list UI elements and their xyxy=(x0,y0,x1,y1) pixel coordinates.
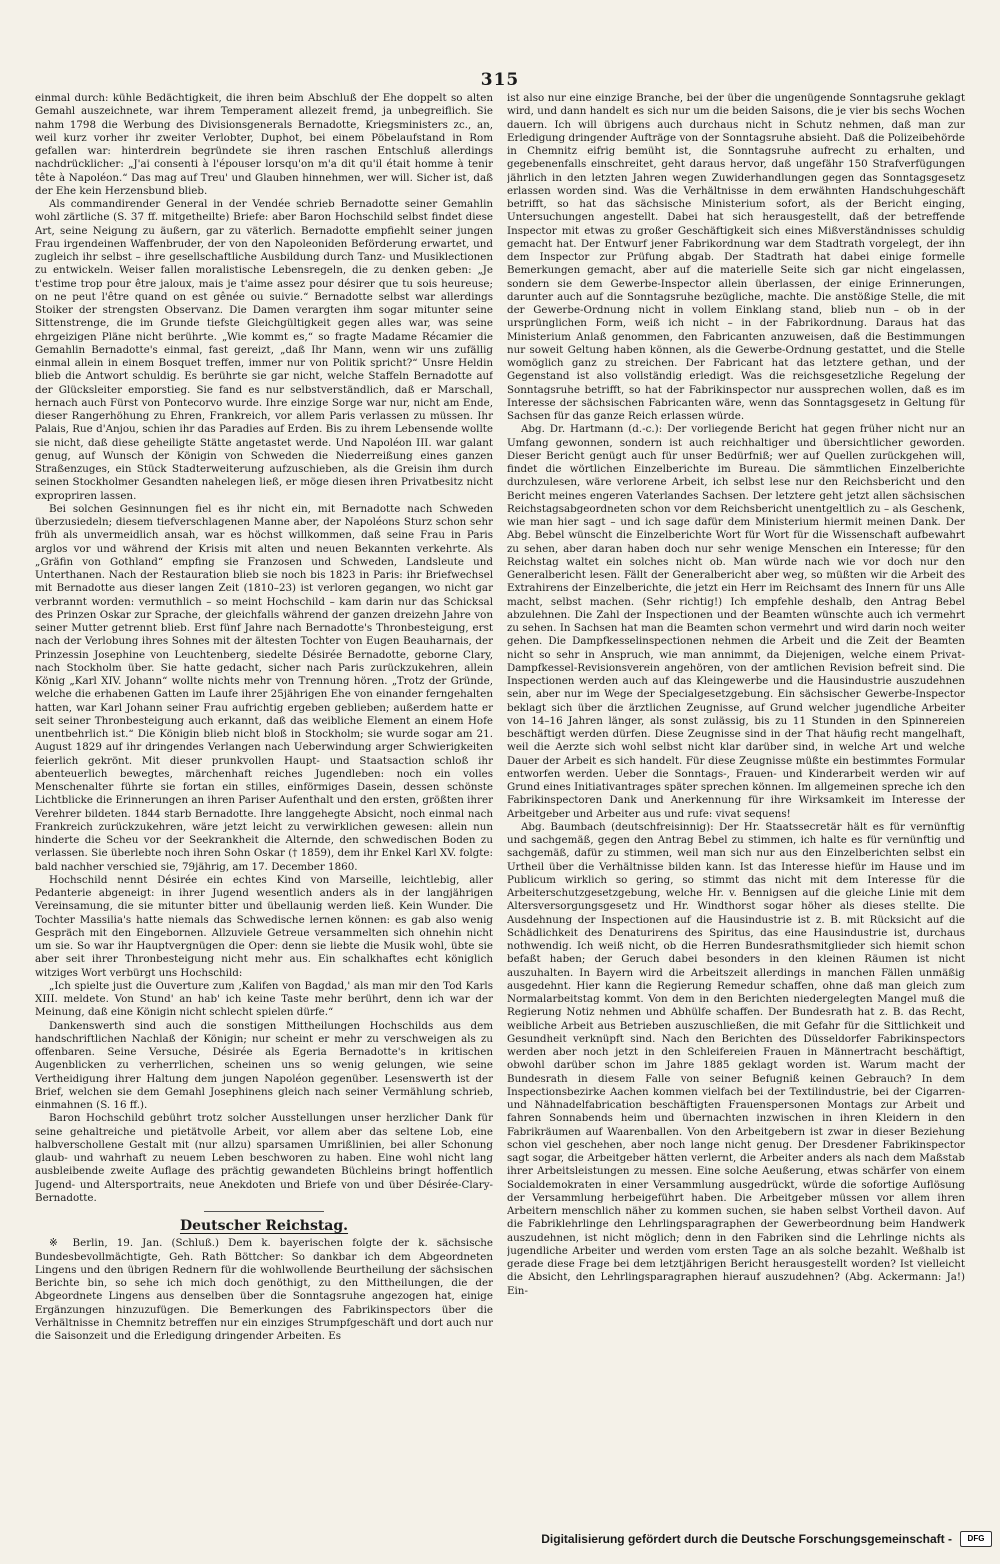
left-paragraph-6: Dankenswerth sind auch die sonstigen Mittheilungen Hochschilds aus dem handschriftlichen Nachlaß der Königin; nur scheint er mehr zu verschweigen als zu offenbaren. Seine Versuche, Désirée als Egeria Bernadotte's in kritischen Augenblicken zu verherrlichen, scheinen uns so wenig gelungen, wie seine Vertheidigung ihrer Haltung dem jungen Napoléon gegenüber. Lesenswerth ist der Brief, welchen sie dem Gemahl Josephinens gleich nach seiner Vermählung schrieb, einmahnen (S. 16 ff.). xyxy=(35,1019,493,1111)
section-paragraph: ※ Berlin, 19. Jan. (Schluß.) Dem k. bayerischen folgte der k. sächsische Bundesbevollmächtigte, Geh. Rath Böttcher: So dankbar ich dem Abgeordneten Lingens und den übrigen Rednern für die wohlwollende Beurtheilung der sächsischen Berichte bin, so sehe ich mich doch genöthigt, zu den Mittheilungen, die der Abgeordnete Lingens aus denselben über die Sonntagsruhe angezogen hat, einige Ergänzungen hinzuzufügen. Die Bemerkungen des Fabrikinspectors über die Verhältnisse in Chemnitz betreffen nur ein einziges Strumpfgeschäft und dort auch nur die Saisonzeit und die Erledigung dringender Arbeiten. Es xyxy=(35,1237,493,1342)
left-paragraph-3: Bei solchen Gesinnungen fiel es ihr nicht ein, mit Bernadotte nach Schweden überzusiedeln; diesem tiefverschlagenen Manne aber, der Napoléons Sturz schon sehr früh als unvermeidlich ansah, war es höchst willkommen, daß seine Frau in Paris arglos vor und während der Krisis mit alten und neuen Bekannten verkehrte. Als „Gräfin von Gothland“ empfing sie Franzosen und Schweden, Landsleute und Unterthanen. Nach der Restauration blieb sie noch bis 1823 in Paris: ihr Briefwechsel mit Bernadotte aus dieser langen Zeit (1810–23) ist verloren gegangen, wo nicht gar verbrannt worden: vermuthlich – so meint Hochschild – kam darin nur das Schicksal des Prinzen Oskar zur Sprache, der gleichfalls während der ganzen dreizehn Jahre von seiner Mutter getrennt blieb. Erst fünf Jahre nach Bernadotte's Thronbesteigung, erst nach der Verlobung ihres Sohnes mit der ältesten Tochter von Eugen Beauharnais, der Prinzessin Josephine von Leuchtenberg, siedelte Désirée Bernadotte, geborne Clary, nach Stockholm über. Sie hatte gedacht, sicher nach Paris zurückzukehren, allein König „Karl XIV. Johann“ wollte nichts mehr von Trennung hören. „Trotz der Gründe, welche die erhabenen Gatten im Laufe ihrer 25jährigen Ehe von einander ferngehalten hatten, war Karl Johann seiner Frau aufrichtig ergeben geblieben; außerdem hatte er seit seiner Thronbesteigung auch erkannt, daß das weibliche Element an einem Hofe unentbehrlich ist.“ Die Königin blieb nicht bloß in Stockholm; sie wurde sogar am 21. August 1829 auf ihr dringendes Verlangen nach Ueberwindung arger Schwierigkeiten feierlich gekrönt. Mit dieser prunkvollen Haupt- und Staatsaction schloß ihr abenteuerlich bewegtes, märchenhaft reiches Jugendleben: noch ein volles Menschenalter führte sie fortan ein stilles, einförmiges Dasein, dessen schönste Lichtblicke die Erinnerungen an ihren Pariser Aufenthalt und den ersten, größten ihrer Verehrer bildeten. 1844 starb Bernadotte. Ihre langgehegte Absicht, noch einmal nach Frankreich zurückzukehren, wäre jetzt leicht zu verwirklichen gewesen: allein nun hinderte die Scheu vor der Seekrankheit die Alternde, den schwedischen Boden zu verlassen. Sie überlebte noch ihren Sohn Oskar († 1859), dem ihr Enkel Karl XV. folgte: bald nachher verschied sie, 79jährig, am 17. December 1860. xyxy=(35,502,493,873)
dfg-logo-icon: DFG xyxy=(960,1531,992,1547)
left-paragraph-1: einmal durch: kühle Bedächtigkeit, die ihren beim Abschluß der Ehe doppelt so alten Gemahl auszeichnete, war ihrem Temperament allezeit fremd, ja unbegreiflich. Sie nahm 1798 die Werbung des Divisionsgenerals Bernadotte, Kriegsministers zc., an, weil kurz vorher ihr zweiter Verlobter, Duphot, bei einem Pöbelaufstand in Rom gefallen war: hinterdrein begründete sie ihren raschen Entschluß allerdings nachdrücklicher: „J'ai consenti à l'épouser lorsqu'on m'a dit qu'il était homme à tenir tête à Napoléon.“ Das mag auf Treu' und Glauben hinnehmen, wer will. Sicher ist, daß der Ehe kein Herzensbund blieb. xyxy=(35,92,493,197)
left-paragraph-5: „Ich spielte just die Ouverture zum ‚Kalifen von Bagdad,' als man mir den Tod Karls XIII. meldete. Von Stund' an hab' ich keine Taste mehr berührt, denn ich war der Meinung, daß eine Königin nicht schlecht spielen dürfe.“ xyxy=(35,979,493,1019)
section-divider xyxy=(204,1211,324,1212)
right-paragraph-2: Abg. Dr. Hartmann (d.-c.): Der vorliegende Bericht hat gegen früher nicht nur an Umfang gewonnen, sondern ist auch reichhaltiger und übersichtlicher geworden. Dieser Bericht genügt auch für unser Bedürfniß; wer auf Quellen zurückgehen will, findet die wörtlichen Einzelberichte im Bureau. Die sämmtlichen Einzelberichte durchzulesen, wäre verlorene Arbeit, ich selbst lese nur den Reichsbericht und den Bericht meines engeren Vaterlandes Sachsen. Der letztere geht jetzt allen sächsischen Reichstagsabgeordneten schon vor dem Reichsbericht unentgeltlich zu – als Geschenk, wie man hier sagt – und ich sage dafür dem Ministerium hiermit meinen Dank. Der Abg. Bebel wünscht die Einzelberichte Wort für Wort für die Wissenschaft aufbewahrt zu sehen, aber daran haben doch nur sehr wenige Menschen ein Interesse; für den Reichstag waltet ein solches nicht ob. Man würde nach wie vor doch nur den Generalbericht lesen. Fällt der Generalbericht aber weg, so müßten wir die Arbeit des Extrahirens der Einzelberichte, die jetzt ein Herr im Reichsamt des Innern für uns Alle macht, selbst machen. (Sehr richtig!) Ich empfehle deshalb, den Antrag Bebel abzulehnen. Die Zahl der Inspectionen und der Beamten wünschte auch ich vermehrt zu sehen. In Sachsen hat man die Beamten schon vermehrt und wird darin noch weiter gehen. Die Dampfkesselinspectionen nehmen die Arbeit und die Zeit der Beamten nicht so sehr in Anspruch, wie man annimmt, da Diejenigen, welche einem Privat-Dampfkessel-Revisionsverein angehören, von der amtlichen Revision befreit sind. Die Inspectionen werden auch auf das Kleingewerbe und die Hausindustrie auszudehnen sein, aber nur im Wege der Specialgesetzgebung. Ein sächsischer Gewerbe-Inspector beklagt sich über die ärztlichen Zeugnisse, auf Grund welcher jugendliche Arbeiter von 14–16 Jahren länger, als sonst zulässig, bis zu 11 Stunden in den Spinnereien beschäftigt werden dürfen. Diese Zeugnisse sind in der That häufig recht mangelhaft, weil die Aerzte sich wohl selbst nicht klar darüber sind, in welche Art und welche Dauer der Arbeit es sich handelt. Für diese Zeugnisse müßte ein bestimmtes Formular entworfen werden. Ueber die Sonntags-, Frauen- und Kinderarbeit werden wir auf Grund eines Initiativantrages später sprechen können. Im allgemeinen spreche ich den Fabrikinspectoren Dank und Anerkennung für ihre Wirksamkeit im Interesse der Arbeitgeber und Arbeiter aus und rufe: vivat sequens! xyxy=(507,423,965,820)
left-paragraph-7: Baron Hochschild gebührt trotz solcher Ausstellungen unser herzlicher Dank für seine gehaltreiche und pietätvolle Arbeit, vor allem aber das seltene Lob, eine halbverschollene Gestalt mit (nur allzu) sparsamen Umrißlinien, bei aller Schonung glaub- und wahrhaft zu neuem Leben beschworen zu haben. Eine wohl nicht lang ausbleibende zweite Auflage des prächtig gewandeten Büchleins bringt hoffentlich Jugend- und Altersportraits, neue Anekdoten und Briefe von und über Désirée-Clary-Bernadotte. xyxy=(35,1112,493,1204)
left-paragraph-2: Als commandirender General in der Vendée schrieb Bernadotte seiner Gemahlin wohl zärtliche (S. 37 ff. mitgetheilte) Briefe: aber Baron Hochschild selbst findet diese Art, seine Neigung zu äußern, gar zu väterlich. Bernadotte empfiehlt seiner jungen Frau irgendeinen Waffenbruder, der von den Napoleoniden Beförderung erwartet, und zugleich ihr selbst – ihre gesellschaftliche Ausbildung durch Tanz- und Musiklectionen zu entwickeln. Weiser fallen moralistische Lebensregeln, die zu denken geben: „Je t'estime trop pour être jaloux, mais je t'aime assez pour désirer que tu sois heureuse; on ne peut l'être quand on est gênée ou suivie.“ Bernadotte selbst war allerdings Stoiker der strengsten Observanz. Die Damen verargten ihm sogar mitunter seine Sittenstrenge, die im Grunde tiefste Gleichgültigkeit gegen alles war, was seine ehrgeizigen Pläne nicht berührte. „Wie kommt es,“ so fragte Madame Récamier die Gemahlin Bernadotte's einmal, fast gereizt, „daß Ihr Mann, wenn wir uns zufällig einmal allein in einem Bosquet treffen, immer nur von Politik spricht?“ Unsre Heldin blieb die Antwort schuldig. Es berührte sie gar nicht, welche Staffeln Bernadotte auf der Glücksleiter emporstieg. Sie fand es nur selbstverständlich, daß er Marschall, hernach auch Fürst von Pontecorvo wurde. Ihre einzige Sorge war nur, nicht am Ende, dieser Rangerhöhung zu Ehren, Frankreich, vor allem Paris verlassen zu müssen. Ihr Palais, Rue d'Anjou, schien ihr das Paradies auf Erden. Bis zu ihrem Lebensende wollte sie nicht, daß diese geheiligte Stätte angetastet werde. Und Napoléon III. war galant genug, auf Wunsch der Königin von Schweden die Niederreißung eines ganzen Straßenzuges, ein Stück Stadterweiterung aufzuschieben, als die Greisin ihm durch seinen Stockholmer Gesandten nahelegen ließ, er möge diesen ihren Privatbesitz nicht expropriren lassen. xyxy=(35,198,493,502)
section-heading: Deutscher Reichstag. xyxy=(179,1218,349,1234)
left-paragraph-4: Hochschild nennt Désirée ein echtes Kind von Marseille, leichtlebig, aller Pedanterie abgeneigt: in ihrer Jugend wesentlich anders als in der langjährigen Vereinsamung, die sie mitunter bitter und übellaunig werden ließ. Kein Wunder. Die Tochter Massilia's hatte niemals das Schwedische lernen können: es gab also wenig Gespräch mit den Eingebornen. Allzuviele Getreue versammelten sich ohnehin nicht um sie. So war ihr Hauptvergnügen die Oper: denn sie liebte die Musik wohl, übte sie aber seit ihrer Thronbesteigung nicht mehr aus. Ein schalkhaftes echt königlich witziges Wort verbürgt uns Hochschild: xyxy=(35,873,493,979)
digitization-footer xyxy=(0,1528,1000,1550)
footer-credit: Digitalisierung gefördert durch die Deutsche Forschungsgemeinschaft - xyxy=(541,1532,952,1546)
left-column xyxy=(35,92,493,1517)
right-column xyxy=(507,92,965,1517)
right-paragraph-3: Abg. Baumbach (deutschfreisinnig): Der Hr. Staatssecretär hält es für vernünftig und sachgemäß, gegen den Antrag Bebel zu stimmen, ich halte es für vernünftig und sachgemäß, dafür zu stimmen, weil man sich nur aus den Einzelberichten selbst ein Urtheil über die Verhältnisse bilden kann. Ist das Interesse hiefür im Hause und im Publicum wirklich so gering, so stimmt das nicht mit dem Interesse für die Arbeiterschutzgesetzgebung, welche Hr. v. Bennigsen auf die gleiche Linie mit dem Altersversorgungsgesetz und Hr. Windthorst sogar höher als dieses stellte. Die Ausdehnung der Inspectionen auf die Hausindustrie ist z. B. mit Rücksicht auf die Schädlichkeit des Denaturirens des Spiritus, das eine Hausindustrie ist, durchaus nothwendig. Ich weiß nicht, ob die Herren Bundesrathsmitglieder sich hiemit schon befaßt haben; der Geruch dabei besonders in den kleinen Räumen ist nicht auszuhalten. In Bayern wird die Arbeitszeit allerdings in manchen Fällen unmäßig ausgedehnt. Hier kann die Regierung Remedur schaffen, ohne daß man gleich zum Normalarbeitstag kommt. Von dem in den Berichten niedergelegten Mangel muß die Regierung Notiz nehmen und Abhülfe schaffen. Der Bundesrath hat z. B. das Recht, weibliche Arbeit aus Betrieben auszuschließen, die mit Gefahr für die Sittlichkeit und Gesundheit verknüpft sind. Nach den Berichten des Düsseldorfer Fabrikinspectors werden aber noch jetzt in den Schleifereien Frauen in Männertracht beschäftigt, obwohl darüber schon im Jahre 1885 geklagt worden ist. Warum macht der Bundesrath in diesem Falle von seiner Befugniß keinen Gebrauch? In dem Inspectionsbezirke Aachen kommen vielfach bei der Textilindustrie, bei der Cigarren- und Nähnadelfabrication beschäftigten Frauenspersonen Montags zur Arbeit und fahren Sonnabends heim und übernachten inzwischen in ihren Kleidern in den Fabrikräumen auf Waarenballen. Von den Arbeitgebern ist zwar in dieser Beziehung schon viel geschehen, aber noch lange nicht genug. Der Dresdener Fabrikinspector sagt sogar, die Arbeitgeber hätten verlernt, die Arbeiter anders als nach dem Maßstab ihrer Arbeitsleistungen zu messen. Eine solche Aeußerung, etwas schärfer von einem Socialdemokraten in einer Versammlung ausgedrückt, würde die sofortige Auflösung der Versammlung herbeigeführt haben. Die Arbeitgeber müssen vor allem ihren Arbeitern menschlich näher zu kommen suchen, sie haben selbst Vortheil davon. Auf die Fabriklehrlinge den Lehrlingsparagraphen der Gewerbeordnung beim Handwerk auszudehnen, ist nicht möglich; denn in den Fabriken sind die Lehrlinge nichts als jugendliche Arbeiter und werden vom ersten Tage an als solche bezahlt. Weßhalb ist gerade diese Frage bei dem letztjährigen Bericht herausgestellt worden? Ist vielleicht die Absicht, den Lehrlingsparagraphen hierauf auszudehnen? (Abg. Ackermann: Ja!) Ein- xyxy=(507,820,965,1297)
right-paragraph-1: ist also nur eine einzige Branche, bei der über die ungenügende Sonntagsruhe geklagt wird, und dann handelt es sich nur um die beiden Saisons, die je vier bis sechs Wochen dauern. Ich will übrigens auch durchaus nicht in Schutz nehmen, daß man zur Erledigung dringender Aufträge von der Sonntagsruhe absieht. Daß die Polizeibehörde in Chemnitz eifrig bemüht ist, die Sonntagsruhe aufrecht zu erhalten, und gegebenenfalls einschreitet, geht daraus hervor, daß ungefähr 150 Strafverfügungen jährlich in den letzten Jahren wegen Zuwiderhandlungen gegen das Sonntagsgesetz erlassen worden sind. Was die Verhältnisse in dem erwähnten Handschuhgeschäft betrifft, so hat das sächsische Ministerium sofort, als der Bericht einging, Untersuchungen angestellt. Dabei hat sich herausgestellt, daß der betreffende Inspector mit etwas zu großer Geschäftigkeit sich eines Mißverständnisses schuldig gemacht hat. Der Entwurf jener Fabrikordnung war dem Stadtrath vorgelegt, der ihn dem Inspector zur Prüfung abgab. Der Stadtrath hat dabei einige formelle Bemerkungen gemacht, aber auf die materielle Seite sich gar nicht eingelassen, sondern sie dem Gewerbe-Inspector allein überlassen, der einige Erinnerungen, darunter auch auf die Sonntagsruhe bezügliche, machte. Die anstößige Stelle, die mit der Gewerbe-Ordnung nicht in vollem Einklang stand, blieb nun – ob in der ursprünglichen Form, weiß ich nicht – in der Fabrikordnung. Daraus hat das Ministerium Anlaß genommen, den Fabricanten anzuweisen, daß die Bestimmungen nur soweit Geltung haben können, als die Gewerbe-Ordnung gestattet, und die Stelle womöglich ganz zu streichen. Der Fabricant hat das letztere gethan, und der Gegenstand ist also vollständig erledigt. Was die reichsgesetzliche Regelung der Sonntagsruhe betrifft, so hat der Fabrikinspector nur aussprechen wollen, daß es im Interesse der sächsischen Fabricanten wäre, wenn das Sonntagsgesetz in Geltung für Sachsen für das ganze Reich erlassen würde. xyxy=(507,92,965,422)
article-columns xyxy=(35,92,965,1517)
page-number: 315 xyxy=(480,70,520,90)
